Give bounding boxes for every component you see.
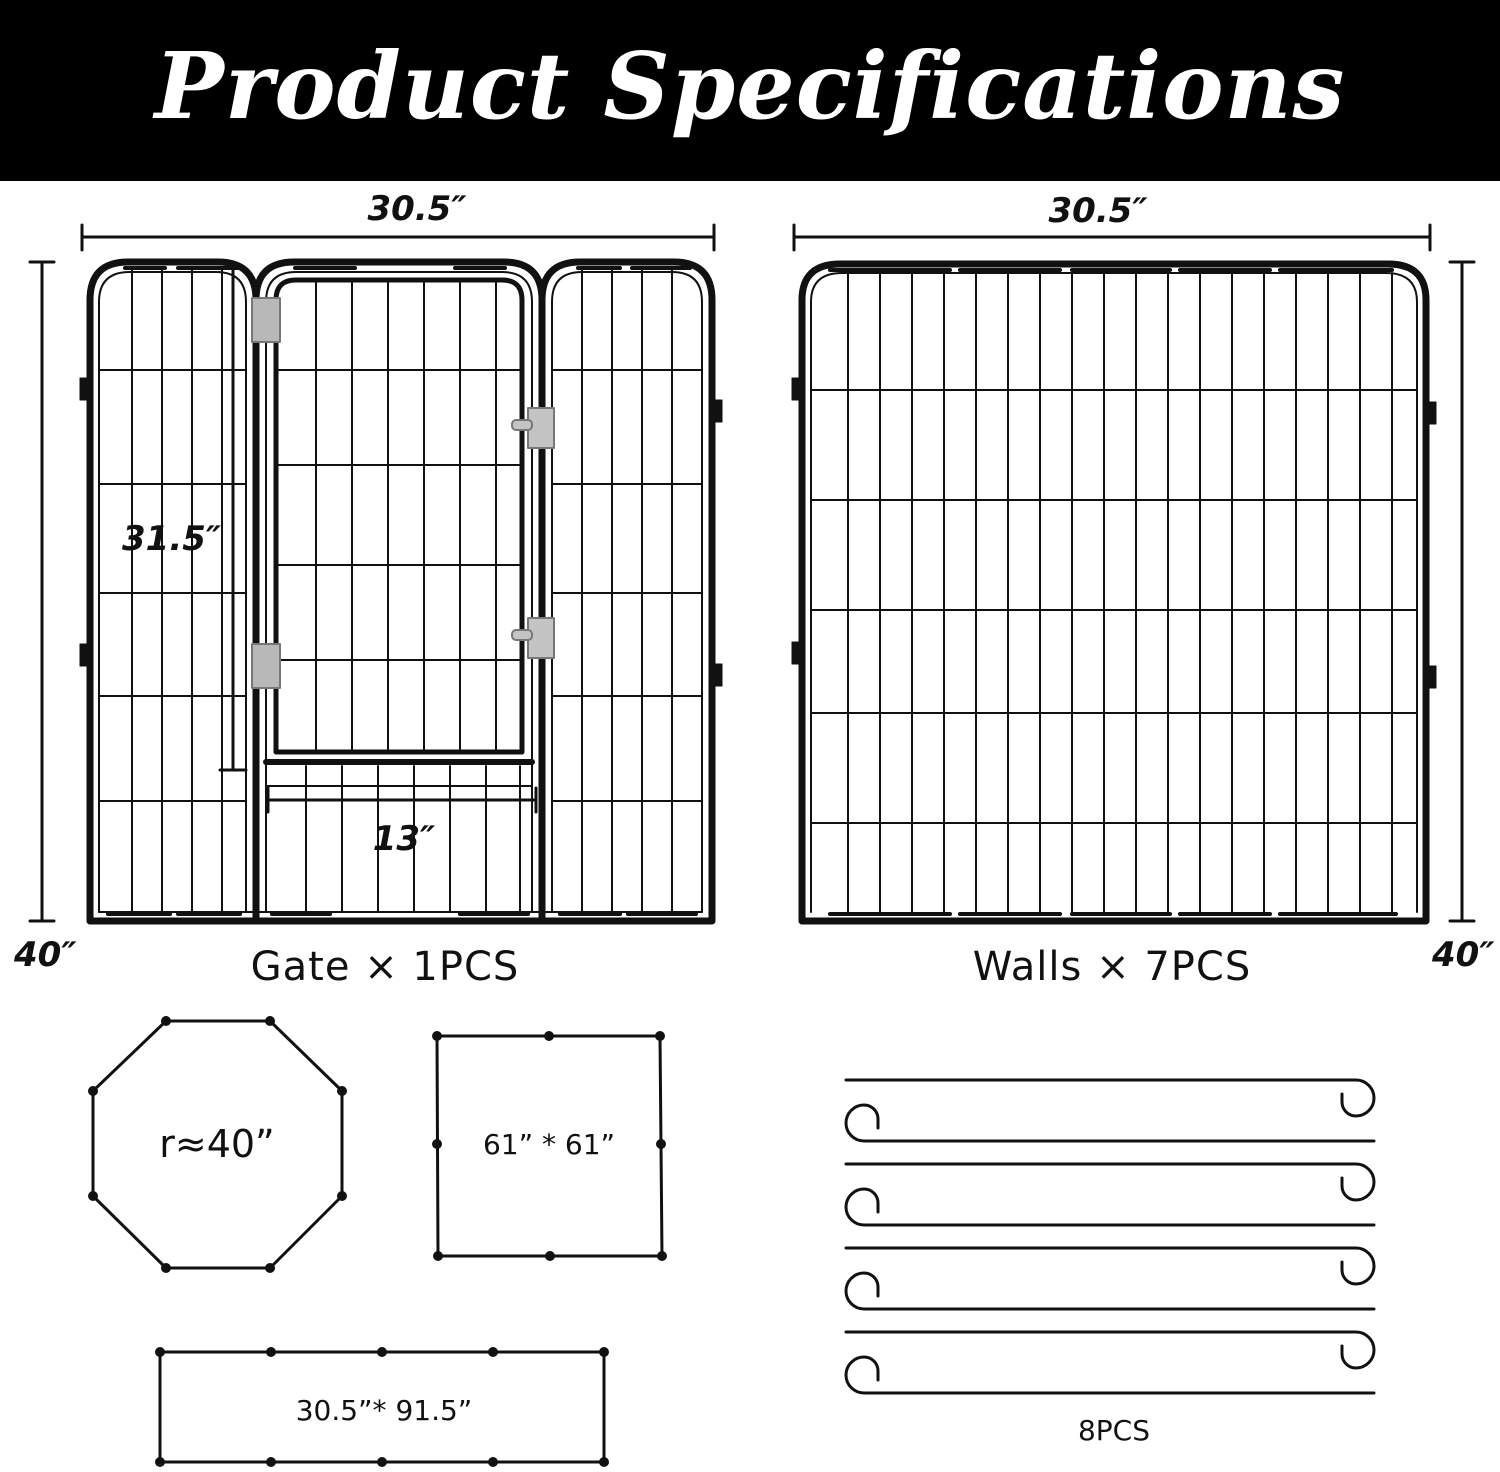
gate-width-label: 30.5″ xyxy=(367,189,467,229)
square-label: 61” * 61” xyxy=(482,1128,616,1161)
wall-caption: Walls × 7PCS xyxy=(972,944,1252,990)
gate-height-label: 40″ xyxy=(14,935,77,975)
octagon-label: r≈40” xyxy=(159,1122,275,1166)
rectangle-label: 30.5”* 91.5” xyxy=(295,1394,473,1427)
gate-caption: Gate × 1PCS xyxy=(250,944,520,990)
wall-width-label: 30.5″ xyxy=(1048,191,1148,231)
door-height-label: 31.5″ xyxy=(122,519,222,559)
door-width-label: 13″ xyxy=(372,819,436,859)
stakes-count-label: 8PCS xyxy=(1077,1414,1151,1447)
wall-panel xyxy=(792,264,1436,921)
wall-height-label: 40″ xyxy=(1432,935,1495,975)
page-title: Product Specifications xyxy=(154,32,1346,140)
stakes-icon xyxy=(846,1080,1374,1393)
